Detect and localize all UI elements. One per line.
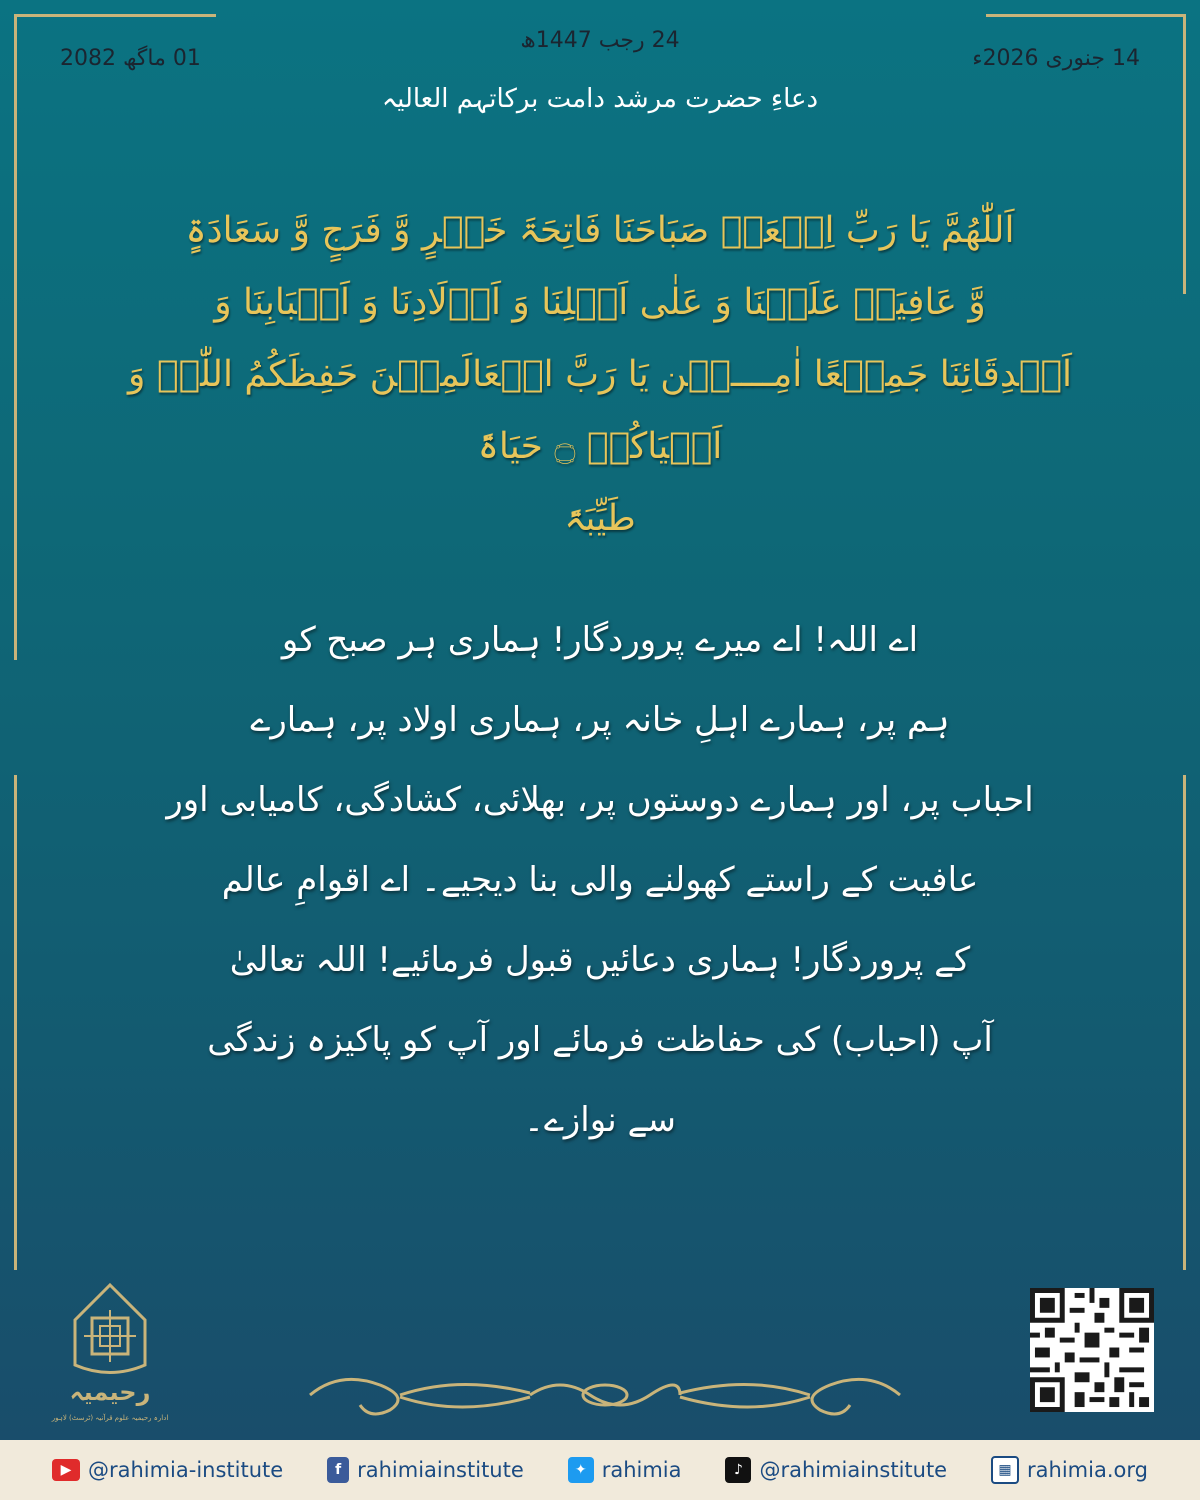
- arabic-line: طَیِّبَۃً: [564, 498, 636, 539]
- frame-right-bottom: [1183, 775, 1186, 1270]
- twitter-link[interactable]: [568, 1457, 682, 1483]
- urdu-line: اے اللہ! اے میرے پروردگار! ہماری ہر صبح کو: [281, 620, 919, 660]
- facebook-handle: rahimiainstitute: [357, 1458, 524, 1482]
- facebook-icon: f: [327, 1457, 349, 1483]
- frame-top-right: [986, 14, 1186, 17]
- page-subtitle: دعاءِ حضرت مرشد دامت برکاتہم العالیہ: [381, 84, 819, 114]
- youtube-icon: ▶: [52, 1459, 80, 1481]
- urdu-line: عافیت کے راستے کھولنے والی بنا دیجیے۔ اے اقوامِ عالم: [221, 860, 979, 900]
- social-footer: [0, 1440, 1200, 1500]
- urdu-line: ہم پر، ہمارے اہلِ خانہ پر، ہماری اولاد پر، ہمارے: [250, 700, 950, 740]
- arabic-dua: [80, 195, 1120, 555]
- tiktok-handle: @rahimiainstitute: [759, 1458, 948, 1482]
- arabic-line: اَصۡدِقَائِنَا جَمِیۡعًا اٰمِــــیۡن یَا رَبَّ الۡعَالَمِیۡنَ حَفِظَکُمُ اللّٰہُ وَ اَحۡیَاکُمۡ ۝ حَیَاۃً: [128, 354, 1072, 467]
- decorative-ornament: [300, 1365, 910, 1425]
- qr-code[interactable]: [1030, 1288, 1154, 1412]
- youtube-link[interactable]: [52, 1458, 283, 1482]
- website-icon: ▦: [991, 1456, 1019, 1484]
- logo-name: رحیمیہ: [69, 1378, 151, 1406]
- frame-left-bottom: [14, 775, 17, 1270]
- youtube-handle: @rahimia-institute: [87, 1458, 284, 1482]
- tiktok-link[interactable]: [725, 1457, 947, 1483]
- urdu-line: آپ (احباب) کی حفاظت فرمائے اور آپ کو پاکیزہ زندگی: [207, 1020, 993, 1060]
- facebook-link[interactable]: [327, 1457, 524, 1483]
- urdu-line: کے پروردگار! ہماری دعائیں قبول فرمائیے! اللہ تعالیٰ: [229, 940, 971, 980]
- website-url: rahimia.org: [1027, 1458, 1148, 1482]
- frame-top-left: [14, 14, 216, 17]
- arabic-line: اَللّٰھُمَّ یَا رَبِّ اِجۡعَلۡ صَبَاحَنَا فَاتِحَۃَ خَیۡرٍ وَّ فَرَجٍ وَّ سَعَادَۃٍ: [185, 210, 1015, 251]
- rahimia-logo: [40, 1280, 180, 1430]
- logo-subtext: ادارہ رحیمیہ علوم قرآنیہ (ٹرسٹ) لاہور: [51, 1414, 169, 1422]
- urdu-line: احباب پر، اور ہمارے دوستوں پر، بھلائی، کشادگی، کامیابی اور: [166, 780, 1034, 820]
- gregorian-date: 14 جنوری 2026ء: [972, 46, 1140, 71]
- website-link[interactable]: [991, 1456, 1148, 1484]
- urdu-translation: [150, 600, 1050, 1160]
- twitter-handle: rahimia: [601, 1458, 682, 1482]
- urdu-line: سے نوازے۔: [524, 1100, 676, 1140]
- frame-right-top: [1183, 14, 1186, 294]
- hijri-date: 24 رجب 1447ھ: [520, 28, 680, 53]
- tiktok-icon: ♪: [725, 1457, 751, 1483]
- twitter-icon: ✦: [568, 1457, 594, 1483]
- bikrami-date: 01 ماگھ 2082: [60, 46, 201, 71]
- arabic-line: وَّ عَافِیَۃٍ عَلَیۡنَا وَ عَلٰی اَھۡلِنَا وَ اَوۡلَادِنَا وَ اَحۡبَابِنَا وَ: [214, 282, 986, 323]
